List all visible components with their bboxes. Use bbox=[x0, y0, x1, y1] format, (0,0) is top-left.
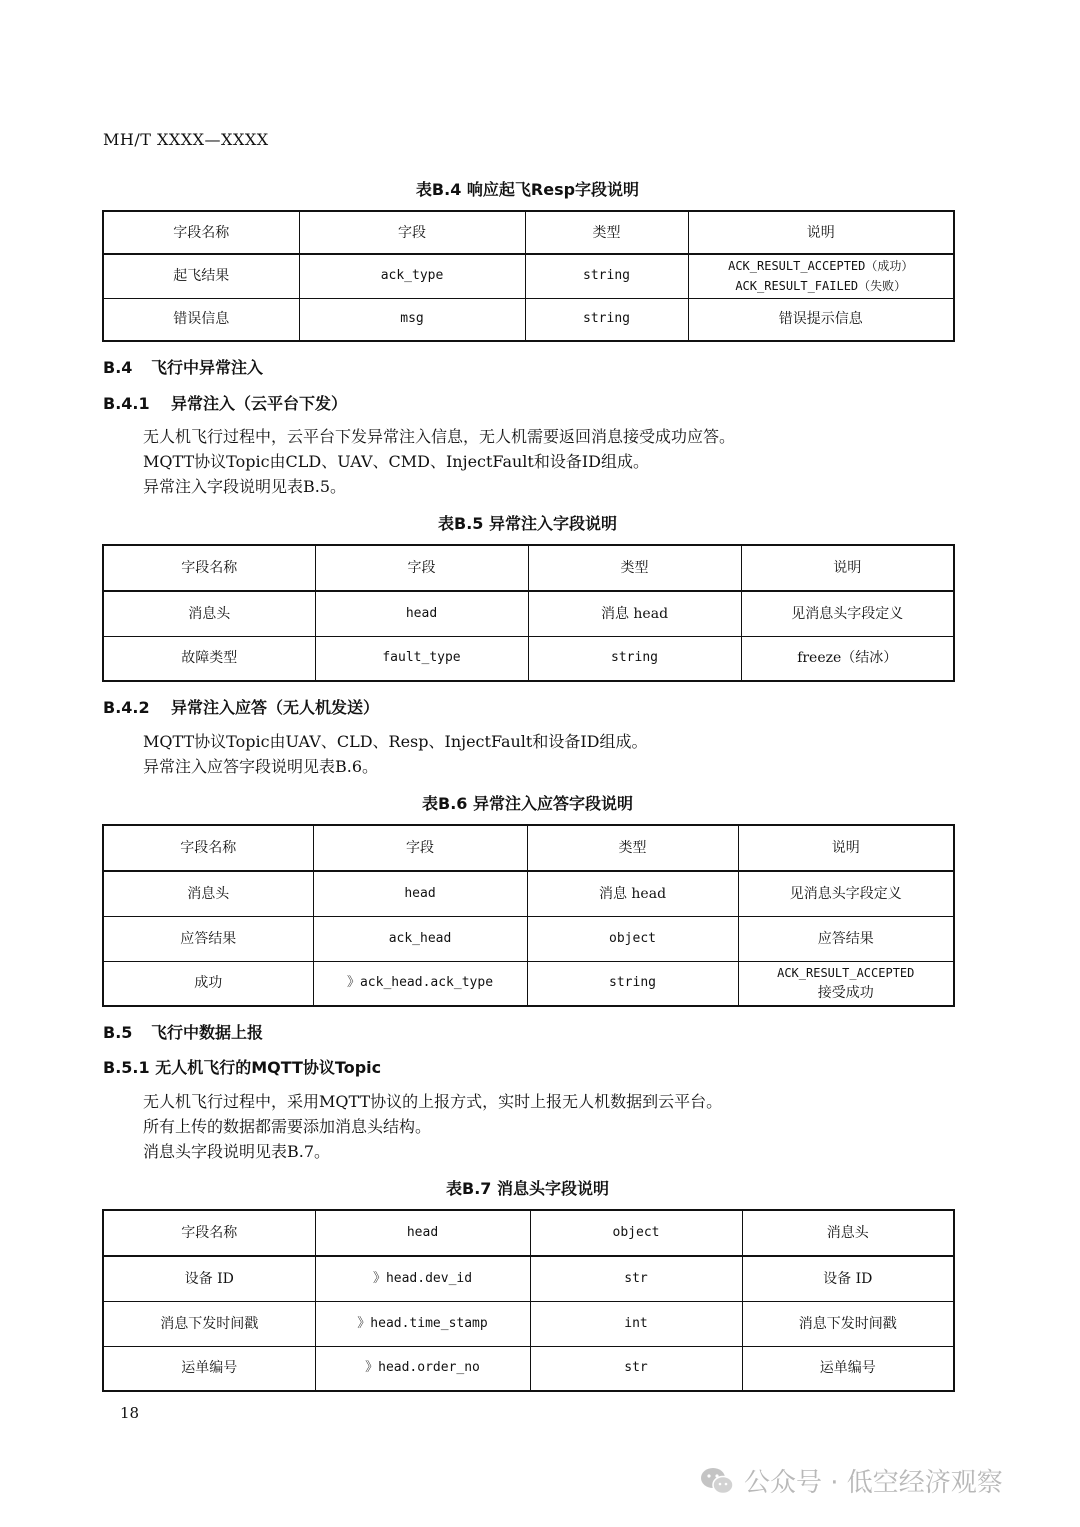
section-number: B.5 bbox=[103, 1023, 133, 1042]
table-cell: 故障类型 bbox=[103, 636, 315, 681]
table-cell: string bbox=[525, 254, 688, 298]
table-b5-caption: 表B.5 异常注入字段说明 bbox=[438, 514, 617, 533]
paragraph-line: 所有上传的数据都需要添加消息头结构。 bbox=[143, 1117, 432, 1136]
section-number: B.4 bbox=[103, 358, 133, 377]
table-cell: 消息头 bbox=[103, 871, 313, 916]
paragraph-b41 bbox=[143, 424, 735, 499]
column-header: 字段 bbox=[313, 825, 527, 871]
section-title: 飞行中异常注入 bbox=[151, 358, 264, 377]
table-b4-caption: 表B.4 响应起飞Resp字段说明 bbox=[415, 180, 640, 199]
page-number: 18 bbox=[120, 1404, 140, 1422]
column-header: 消息头 bbox=[742, 1210, 954, 1256]
paragraph-b42 bbox=[143, 729, 648, 779]
table-cell: 消息下发时间戳 bbox=[103, 1301, 315, 1346]
paragraph-line: MQTT协议Topic由CLD、UAV、CMD、InjectFault和设备ID组成。 bbox=[143, 452, 649, 471]
paragraph-line: 无人机飞行过程中，采用MQTT协议的上报方式，实时上报无人机数据到云平台。 bbox=[143, 1092, 723, 1111]
paragraph-b51 bbox=[143, 1089, 722, 1164]
table-cell: object bbox=[527, 916, 738, 961]
section-number: B.4.1 bbox=[103, 394, 150, 413]
column-header: 说明 bbox=[738, 825, 954, 871]
column-header: 字段名称 bbox=[103, 545, 315, 591]
paragraph-line: 无人机飞行过程中，云平台下发异常注入信息，无人机需要返回消息接受成功应答。 bbox=[143, 427, 736, 446]
paragraph-line: 异常注入字段说明见表B.5。 bbox=[143, 477, 347, 496]
paragraph-line: 消息头字段说明见表B.7。 bbox=[143, 1142, 331, 1161]
wechat-icon bbox=[700, 1466, 734, 1496]
table-row bbox=[103, 1301, 954, 1346]
section-title: 无人机飞行的MQTT协议Topic bbox=[155, 1058, 382, 1077]
table-row bbox=[103, 254, 954, 298]
table-cell: 消息 head bbox=[528, 591, 741, 636]
watermark-text: 公众号 · 低空经济观察 bbox=[744, 1468, 1003, 1498]
table-cell: 见消息头字段定义 bbox=[738, 871, 954, 916]
description-line: ACK_RESULT_FAILED（失败） bbox=[735, 279, 907, 294]
table-cell: 设备 ID bbox=[103, 1256, 315, 1301]
table-row bbox=[103, 591, 954, 636]
table-cell: int bbox=[530, 1301, 742, 1346]
table-cell: 起飞结果 bbox=[103, 254, 299, 298]
table-cell: string bbox=[525, 298, 688, 341]
column-header: 类型 bbox=[527, 825, 738, 871]
table-row bbox=[103, 871, 954, 916]
table-cell: 错误提示信息 bbox=[688, 298, 954, 341]
table-cell: 应答结果 bbox=[738, 916, 954, 961]
description-line: ACK_RESULT_ACCEPTED（成功） bbox=[728, 259, 914, 274]
table-cell: 消息下发时间戳 bbox=[742, 1301, 954, 1346]
table-cell: freeze（结冰） bbox=[741, 636, 954, 681]
column-header: 说明 bbox=[688, 211, 954, 254]
column-header: 字段名称 bbox=[103, 1210, 315, 1256]
table-row bbox=[103, 961, 954, 1006]
table-row bbox=[103, 636, 954, 681]
table-cell: head bbox=[313, 871, 527, 916]
table-row bbox=[103, 298, 954, 341]
column-header: 字段名称 bbox=[103, 825, 313, 871]
table-cell: ack_head bbox=[313, 916, 527, 961]
table-b5 bbox=[102, 544, 955, 682]
section-heading-b42 bbox=[103, 695, 379, 718]
table-cell: msg bbox=[299, 298, 525, 341]
table-header-row bbox=[103, 825, 954, 871]
table-b7-caption: 表B.7 消息头字段说明 bbox=[446, 1179, 609, 1198]
column-header: 字段名称 bbox=[103, 211, 299, 254]
column-header: 说明 bbox=[741, 545, 954, 591]
table-cell bbox=[688, 254, 954, 298]
table-b6-caption: 表B.6 异常注入应答字段说明 bbox=[422, 794, 633, 813]
table-cell: fault_type bbox=[315, 636, 528, 681]
table-cell: string bbox=[527, 961, 738, 1006]
column-header: 类型 bbox=[525, 211, 688, 254]
table-cell: 运单编号 bbox=[742, 1346, 954, 1391]
table-cell: string bbox=[528, 636, 741, 681]
table-cell: 》head.order_no bbox=[315, 1346, 530, 1391]
table-cell bbox=[738, 961, 954, 1006]
table-b7 bbox=[102, 1209, 955, 1392]
column-header: head bbox=[315, 1210, 530, 1256]
section-title: 飞行中数据上报 bbox=[151, 1023, 264, 1042]
table-cell: 》head.time_stamp bbox=[315, 1301, 530, 1346]
section-heading-b41 bbox=[103, 391, 347, 414]
section-heading-b5 bbox=[103, 1020, 263, 1043]
column-header: 字段 bbox=[315, 545, 528, 591]
column-header: 类型 bbox=[528, 545, 741, 591]
watermark bbox=[700, 1462, 1003, 1499]
table-cell: 消息 head bbox=[527, 871, 738, 916]
table-header-row bbox=[103, 211, 954, 254]
section-title: 异常注入应答（无人机发送） bbox=[171, 698, 380, 717]
table-row bbox=[103, 916, 954, 961]
table-cell: ack_type bbox=[299, 254, 525, 298]
column-header: object bbox=[530, 1210, 742, 1256]
table-cell: str bbox=[530, 1256, 742, 1301]
column-header: 字段 bbox=[299, 211, 525, 254]
table-cell: 见消息头字段定义 bbox=[741, 591, 954, 636]
table-header-row bbox=[103, 1210, 954, 1256]
table-cell: 应答结果 bbox=[103, 916, 313, 961]
table-cell: 设备 ID bbox=[742, 1256, 954, 1301]
table-row bbox=[103, 1256, 954, 1301]
table-cell: 》head.dev_id bbox=[315, 1256, 530, 1301]
section-title: 异常注入（云平台下发） bbox=[171, 394, 348, 413]
document-id: MH/T XXXX—XXXX bbox=[103, 130, 269, 149]
section-heading-b4 bbox=[103, 355, 263, 378]
description-line: 接受成功 bbox=[817, 985, 874, 1002]
table-cell: head bbox=[315, 591, 528, 636]
table-cell: 运单编号 bbox=[103, 1346, 315, 1391]
table-b6 bbox=[102, 824, 955, 1007]
table-b4 bbox=[102, 210, 955, 342]
table-cell: 成功 bbox=[103, 961, 313, 1006]
section-heading-b51 bbox=[103, 1055, 381, 1078]
paragraph-line: 异常注入应答字段说明见表B.6。 bbox=[143, 757, 379, 776]
paragraph-line: MQTT协议Topic由UAV、CLD、Resp、InjectFault和设备ID组成。 bbox=[143, 732, 648, 751]
table-cell: 错误信息 bbox=[103, 298, 299, 341]
table-cell: 》ack_head.ack_type bbox=[313, 961, 527, 1006]
description-line: ACK_RESULT_ACCEPTED bbox=[777, 966, 915, 981]
table-header-row bbox=[103, 545, 954, 591]
table-row bbox=[103, 1346, 954, 1391]
section-number: B.4.2 bbox=[103, 698, 150, 717]
table-cell: 消息头 bbox=[103, 591, 315, 636]
section-number: B.5.1 bbox=[103, 1058, 150, 1077]
table-cell: str bbox=[530, 1346, 742, 1391]
